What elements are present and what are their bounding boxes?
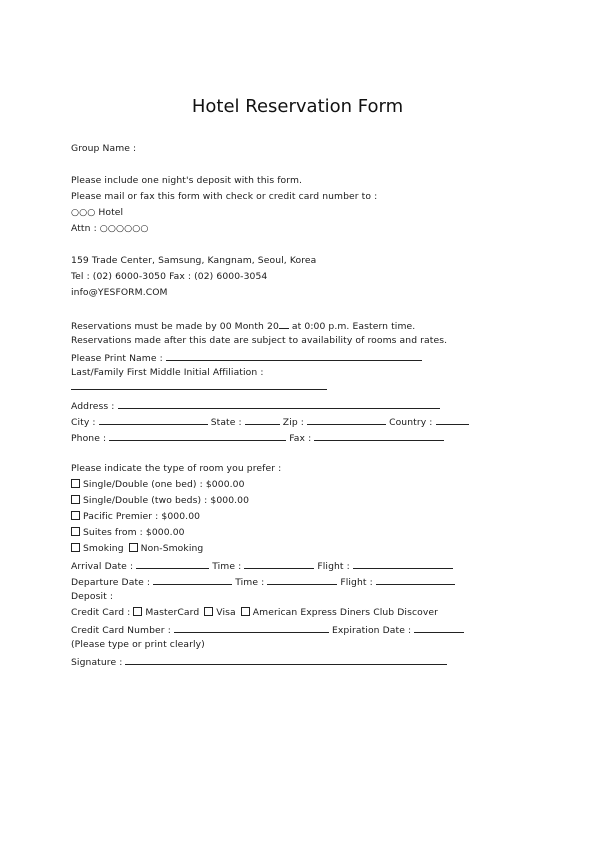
smoking-row: [71, 543, 203, 555]
mastercard-label: MasterCard: [145, 607, 200, 618]
room-checkbox[interactable]: [71, 527, 80, 536]
departure-time-label: Time :: [235, 577, 265, 588]
deposit-instruction: Please include one night's deposit with this form.: [71, 175, 303, 186]
hotel-email: info@YESFORM.COM: [71, 287, 168, 298]
room-option-label: Single/Double (two beds) : $000.00: [83, 495, 250, 506]
address-row: [71, 399, 440, 413]
signature-label: Signature :: [71, 657, 123, 668]
zip-field[interactable]: [307, 415, 386, 425]
mastercard-checkbox[interactable]: [133, 607, 142, 616]
amex-label: American Express Diners Club Discover: [252, 607, 439, 618]
city-label: City :: [71, 417, 96, 428]
deposit-label: Deposit :: [71, 591, 114, 602]
room-checkbox[interactable]: [71, 495, 80, 504]
non-smoking-label: Non-Smoking: [140, 543, 204, 554]
city-row: [71, 415, 469, 429]
country-field[interactable]: [436, 415, 469, 425]
arrival-row: [71, 559, 453, 573]
page-title: Hotel Reservation Form: [191, 96, 404, 117]
departure-flight-label: Flight :: [340, 577, 373, 588]
hotel-name: ○○○ Hotel: [71, 207, 124, 218]
availability-note: Reservations made after this date are subject to availability of rooms and rates.: [71, 335, 448, 346]
room-checkbox[interactable]: [71, 479, 80, 488]
departure-date-label: Departure Date :: [71, 577, 151, 588]
name-fields-label: Last/Family First Middle Initial Affiliation :: [71, 367, 264, 378]
departure-time-field[interactable]: [267, 575, 337, 585]
room-option: [71, 479, 245, 491]
hotel-address: 159 Trade Center, Samsung, Kangnam, Seoul, Korea: [71, 255, 317, 266]
name-fields-field[interactable]: [71, 380, 327, 390]
credit-card-label: Credit Card :: [71, 607, 131, 618]
address-field[interactable]: [118, 399, 440, 409]
departure-date-field[interactable]: [153, 575, 232, 585]
non-smoking-checkbox[interactable]: [129, 543, 138, 552]
address-label: Address :: [71, 401, 115, 412]
zip-label: Zip :: [282, 417, 304, 428]
arrival-time-label: Time :: [212, 561, 242, 572]
country-label: Country :: [389, 417, 433, 428]
room-option-label: Suites from : $000.00: [83, 527, 185, 538]
mail-instruction: Please mail or fax this form with check or credit card number to :: [71, 191, 378, 202]
card-number-label: Credit Card Number :: [71, 625, 171, 636]
expiration-field[interactable]: [414, 623, 464, 633]
print-name-label: Please Print Name :: [71, 353, 163, 364]
arrival-date-label: Arrival Date :: [71, 561, 134, 572]
visa-label: Visa: [216, 607, 236, 618]
attention-line: Attn : ○○○○○○: [71, 223, 149, 234]
fax-field[interactable]: [314, 431, 444, 441]
arrival-date-field[interactable]: [136, 559, 209, 569]
deadline-year-blank[interactable]: [279, 319, 289, 329]
arrival-time-field[interactable]: [244, 559, 314, 569]
signature-row: [71, 655, 447, 669]
deadline-time-text: at 0:00 p.m. Eastern time.: [288, 321, 416, 332]
amex-checkbox[interactable]: [241, 607, 250, 616]
phone-field[interactable]: [109, 431, 286, 441]
departure-flight-field[interactable]: [376, 575, 455, 585]
state-field[interactable]: [245, 415, 280, 425]
smoking-label: Smoking: [83, 543, 124, 554]
print-name-row: [71, 351, 422, 365]
group-name-label: Group Name :: [71, 143, 137, 154]
fax-label: Fax :: [289, 433, 312, 444]
room-option: [71, 495, 249, 507]
name-fields-row: [71, 380, 327, 394]
card-number-row: [71, 623, 464, 637]
phone-label: Phone :: [71, 433, 107, 444]
city-field[interactable]: [99, 415, 208, 425]
room-checkbox[interactable]: [71, 511, 80, 520]
room-option: [71, 511, 200, 523]
arrival-flight-field[interactable]: [353, 559, 453, 569]
reservation-deadline: [71, 319, 415, 333]
smoking-checkbox[interactable]: [71, 543, 80, 552]
deadline-text: Reservations must be made by 00 Month 20: [71, 321, 279, 332]
phone-row: [71, 431, 444, 445]
visa-checkbox[interactable]: [204, 607, 213, 616]
credit-card-row: [71, 607, 438, 619]
card-number-field[interactable]: [174, 623, 329, 633]
expiration-label: Expiration Date :: [331, 625, 412, 636]
hotel-phone-fax: Tel : (02) 6000-3050 Fax : (02) 6000-3054: [71, 271, 268, 282]
room-prompt: Please indicate the type of room you prefer :: [71, 463, 282, 474]
room-option: [71, 527, 185, 539]
print-clearly-note: (Please type or print clearly): [71, 639, 205, 650]
room-option-label: Pacific Premier : $000.00: [83, 511, 201, 522]
room-option-label: Single/Double (one bed) : $000.00: [83, 479, 245, 490]
departure-row: [71, 575, 455, 589]
state-label: State :: [210, 417, 242, 428]
arrival-flight-label: Flight :: [317, 561, 350, 572]
signature-field[interactable]: [125, 655, 447, 665]
print-name-field[interactable]: [166, 351, 422, 361]
